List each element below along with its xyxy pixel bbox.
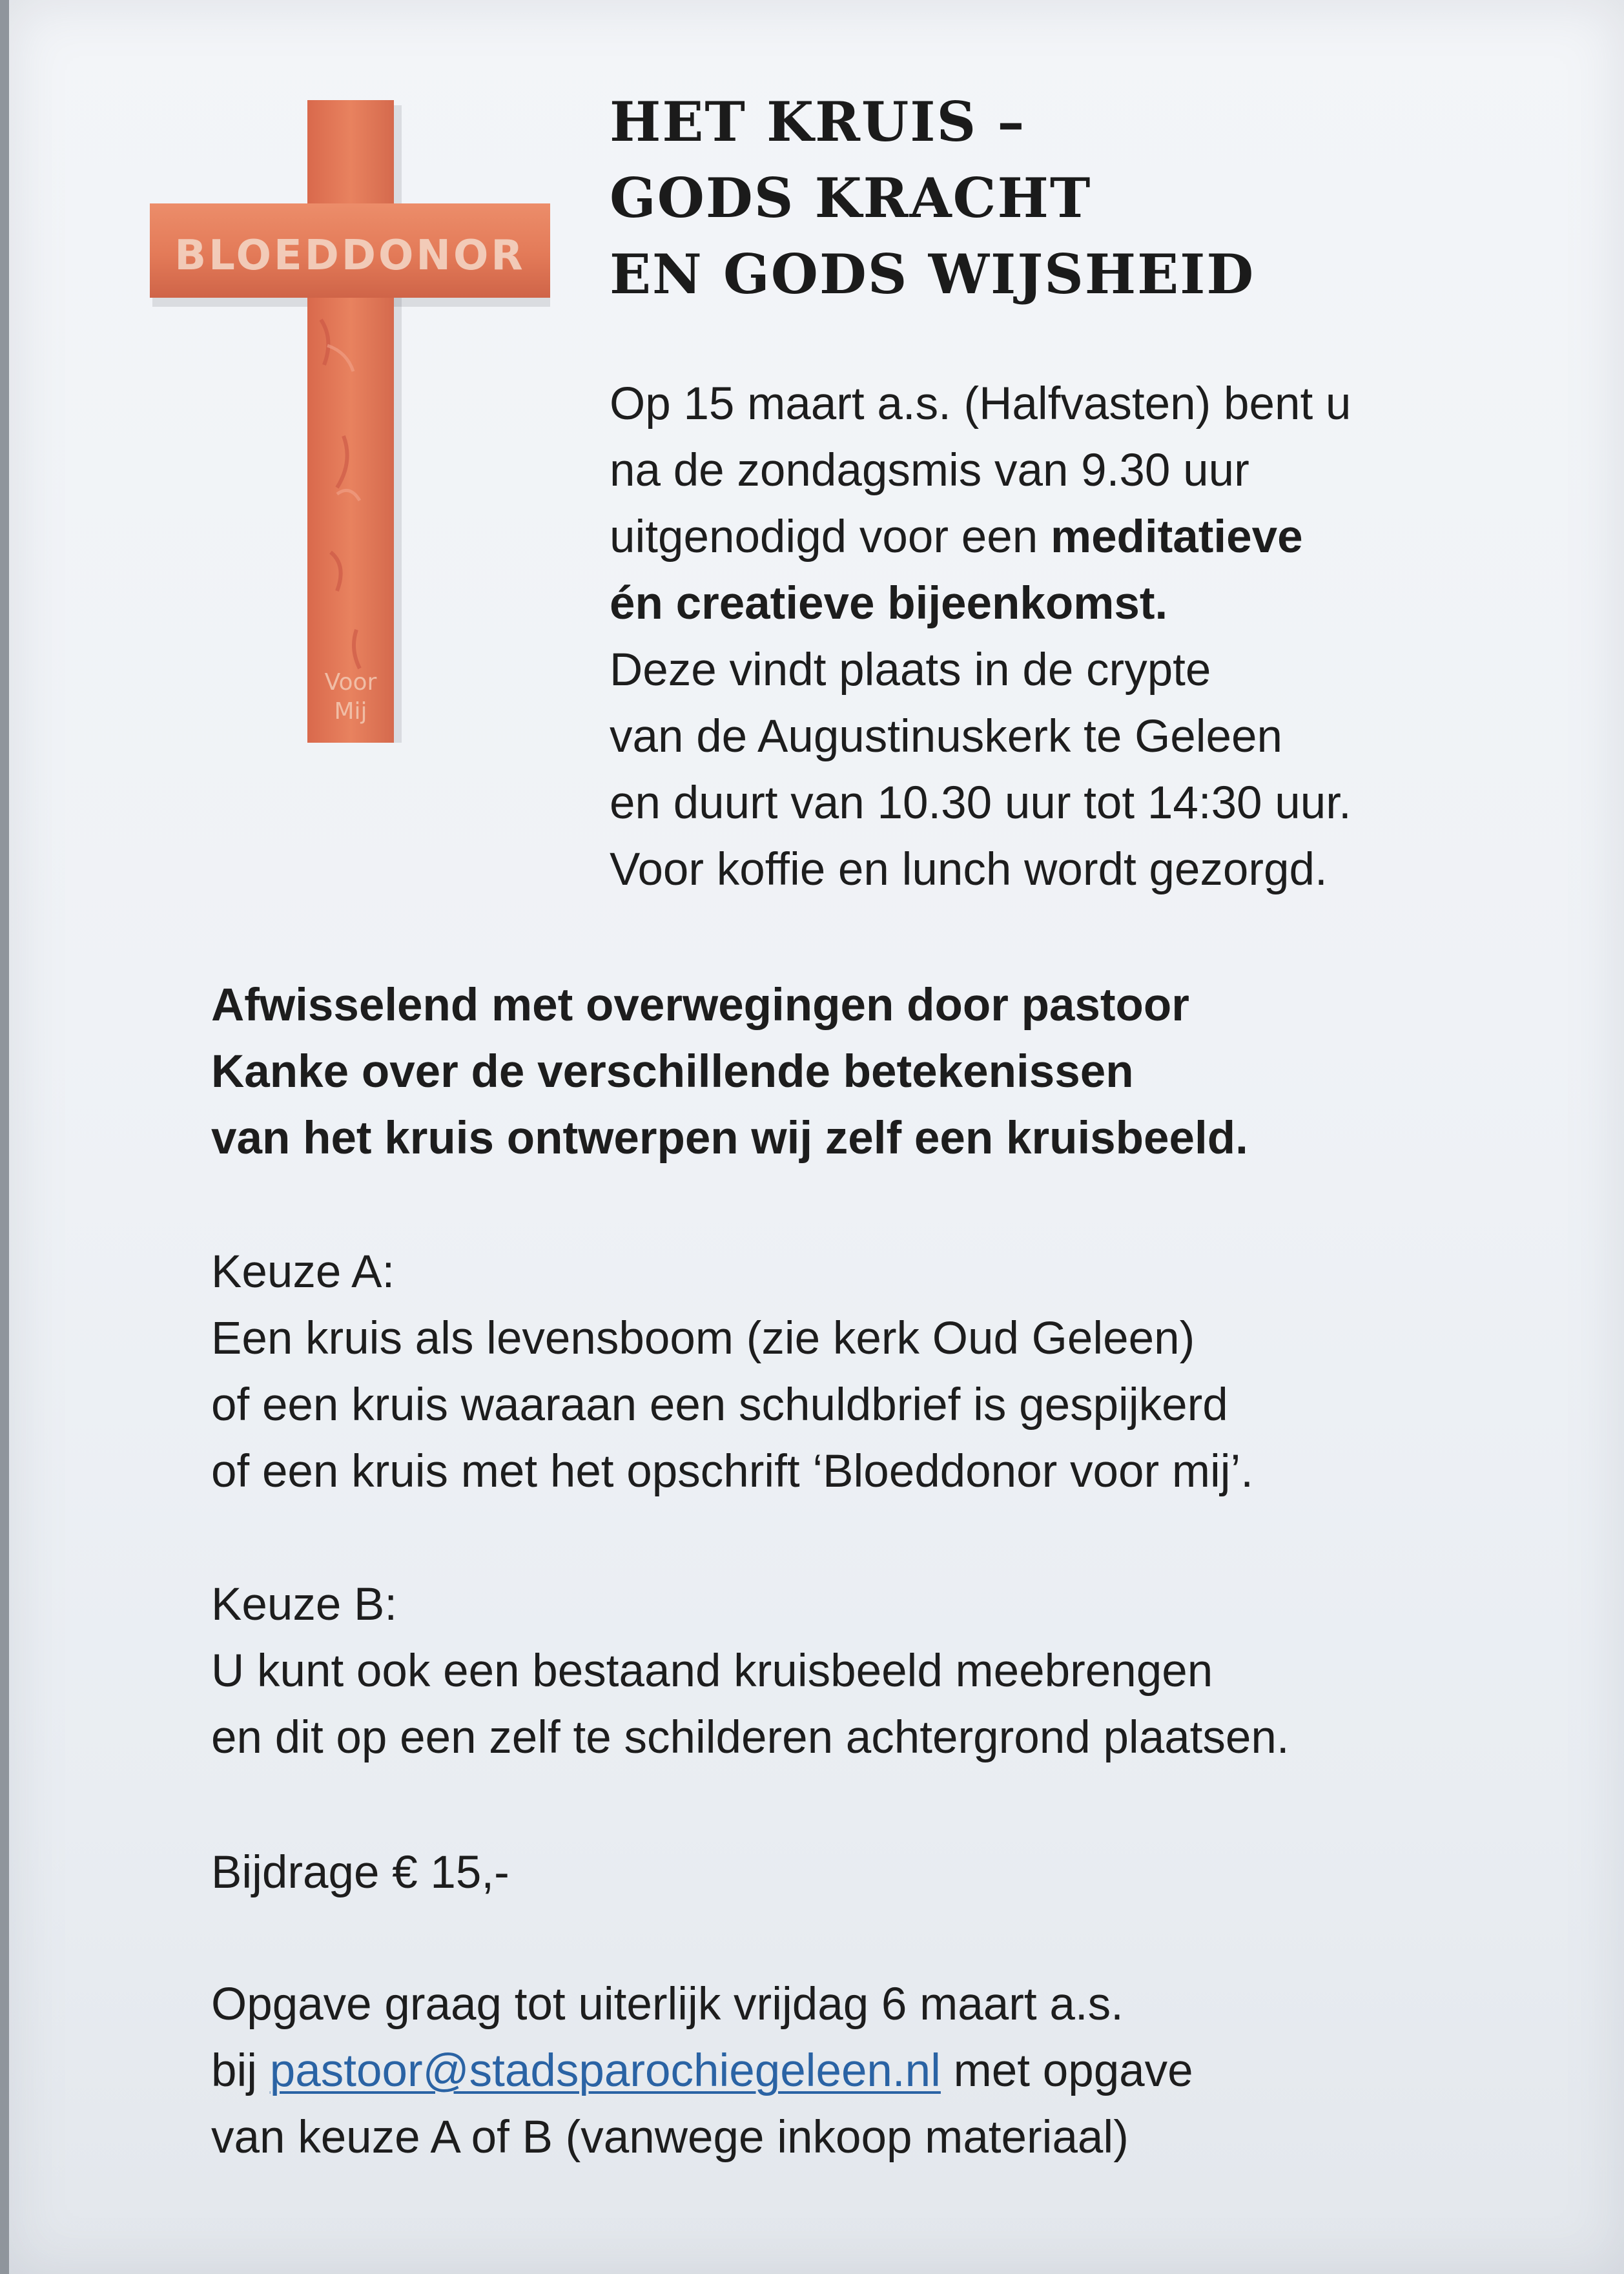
intro-paragraph [610, 371, 1352, 903]
signup-line-1: Opgave graag tot uiterlijk vrijdag 6 maart a.s. [211, 1979, 1124, 2030]
signup-line-2-suffix: met opgave [940, 2045, 1193, 2096]
choice-a-line-2: of een kruis waaraan een schuldbrief is gespijkerd [211, 1380, 1228, 1431]
intro-line-3-prefix: uitgenodigd voor een [610, 512, 1051, 563]
choice-a-line-1: Een kruis als levensboom (zie kerk Oud Geleen) [211, 1313, 1195, 1364]
intro-line-1: Op 15 maart a.s. (Halfvasten) bent u [610, 378, 1352, 429]
description-line-2: Kanke over de verschillende betekenissen [211, 1046, 1134, 1097]
choice-a-section [211, 1239, 1253, 1505]
fee-text: Bijdrage € 15,- [211, 1847, 509, 1898]
cross-inscription-bottom-2: Mij [334, 698, 367, 725]
intro-line-3-bold: meditatieve [1050, 512, 1303, 563]
intro-line-6: van de Augustinuskerk te Geleen [610, 711, 1283, 762]
signup-line-2-prefix: bij [211, 2045, 270, 2096]
flyer-sheet [9, 0, 1624, 2274]
cross-inscription-bottom-1: Voor [324, 669, 377, 696]
choice-a-line-3: of een kruis met het opschrift ‘Bloeddonor voor mij’. [211, 1446, 1254, 1497]
intro-line-7: en duurt van 10.30 uur tot 14:30 uur. [610, 778, 1352, 829]
fee-section [211, 1839, 509, 1906]
description-line-1: Afwisselend met overwegingen door pastoor [211, 980, 1189, 1031]
signup-section [211, 1971, 1193, 2171]
wooden-cross-icon [150, 100, 550, 743]
title-line-1: HET KRUIS – [610, 90, 1026, 154]
intro-line-2: na de zondagsmis van 9.30 uur [610, 445, 1249, 496]
choice-b-section [211, 1571, 1290, 1771]
choice-a-heading: Keuze A: [211, 1246, 395, 1297]
choice-b-line-2: en dit op een zelf te schilderen achtergrond plaatsen. [211, 1712, 1290, 1763]
intro-line-8: Voor koffie en lunch wordt gezorgd. [610, 844, 1328, 895]
intro-line-5: Deze vindt plaats in de crypte [610, 645, 1211, 696]
title-line-3: EN GODS WIJSHEID [610, 242, 1255, 306]
intro-line-4: én creatieve bijeenkomst. [610, 578, 1168, 629]
flyer-title [610, 84, 1255, 313]
title-line-2: GODS KRACHT [610, 166, 1092, 230]
email-link[interactable]: pastoor@stadsparochiegeleen.nl [269, 2045, 941, 2096]
cross-inscription-top: BLOEDDONOR [174, 232, 526, 280]
choice-b-line-1: U kunt ook een bestaand kruisbeeld meebrengen [211, 1646, 1213, 1697]
choice-b-heading: Keuze B: [211, 1579, 398, 1630]
cross-image [150, 100, 550, 743]
intro-line-3 [610, 504, 1352, 570]
description-paragraph [211, 972, 1248, 1172]
signup-line-2 [211, 2038, 1193, 2104]
signup-line-3: van keuze A of B (vanwege inkoop materiaal) [211, 2112, 1129, 2163]
description-line-3: van het kruis ontwerpen wij zelf een kruisbeeld. [211, 1113, 1248, 1164]
